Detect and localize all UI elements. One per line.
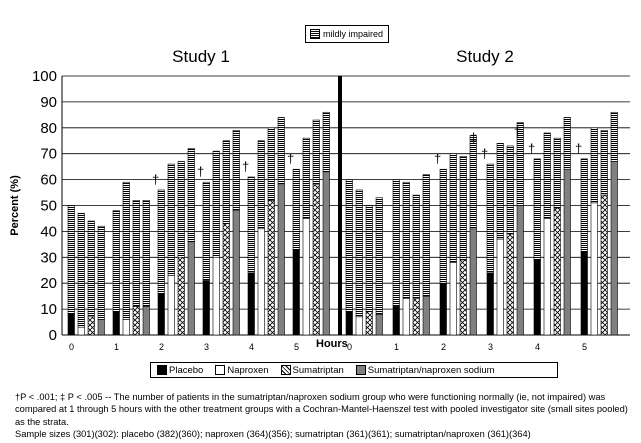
bar-normal-s1-h2-0 — [158, 294, 165, 335]
x-tick-s2-h4: 4 — [535, 342, 541, 352]
bar-normal-s2-h4-1 — [544, 218, 551, 335]
y-tick-0: 0 — [48, 327, 57, 344]
bar-mild-s1-h1-0 — [113, 211, 120, 312]
legend-treatments — [150, 362, 558, 378]
bar-normal-s1-h1-3 — [143, 307, 150, 335]
bar-mild-s2-h3-1 — [497, 143, 504, 239]
y-tick-30: 30 — [40, 249, 57, 267]
bar-normal-s2-h2-2 — [460, 260, 467, 335]
footnote — [15, 391, 635, 440]
bar-normal-s2-h0-2 — [366, 312, 373, 335]
y-tick-100: 100 — [31, 68, 57, 85]
bar-normal-s2-h2-1 — [450, 262, 457, 335]
bar-normal-s1-h5-0 — [293, 250, 300, 335]
bar-normal-s2-h1-3 — [423, 296, 430, 335]
bar-normal-s2-h3-1 — [497, 239, 504, 335]
legend-item-combo — [356, 365, 495, 376]
sumatriptan-swatch — [281, 365, 291, 375]
y-tick-40: 40 — [40, 223, 57, 241]
dagger-s1-h2: † — [152, 171, 160, 187]
bar-mild-s1-h0-1 — [78, 213, 85, 327]
bar-mild-s2-h4-3 — [564, 117, 571, 169]
bar-mild-s1-h3-3 — [233, 130, 240, 210]
bar-mild-s1-h0-2 — [88, 221, 95, 317]
legend-item-naproxen — [215, 365, 268, 376]
bar-normal-s1-h2-2 — [178, 257, 185, 335]
mildly-impaired-swatch — [310, 29, 320, 39]
legend-mildly-impaired — [305, 25, 389, 43]
bar-mild-s2-h5-3 — [611, 112, 618, 161]
bar-normal-s1-h2-1 — [168, 275, 175, 335]
x-tick-s2-h0: 0 — [347, 342, 353, 352]
bar-normal-s2-h5-1 — [591, 203, 598, 335]
bar-normal-s1-h1-1 — [123, 319, 130, 335]
bar-mild-s1-h2-2 — [178, 161, 185, 257]
dagger-s1-h4: † — [242, 159, 250, 175]
study-title-1: Study 1 — [172, 47, 230, 66]
bar-normal-s2-h1-2 — [413, 299, 420, 335]
y-axis-label: Percent (%) — [9, 175, 21, 236]
bar-mild-s2-h5-2 — [601, 130, 608, 195]
bar-mild-s1-h0-0 — [68, 206, 75, 315]
x-tick-s2-h2: 2 — [441, 342, 447, 352]
study-divider — [338, 76, 342, 335]
bar-normal-s1-h4-3 — [278, 185, 285, 335]
bar-mild-s2-h4-1 — [544, 133, 551, 218]
bar-normal-s2-h3-3 — [517, 206, 524, 336]
bar-normal-s1-h3-0 — [203, 281, 210, 335]
legend-top-label: mildly impaired — [323, 29, 384, 39]
x-tick-s1-h5: 5 — [294, 342, 300, 352]
bar-normal-s1-h4-0 — [248, 273, 255, 335]
bar-mild-s2-h2-2 — [460, 156, 467, 260]
legend-label-combo: Sumatriptan/naproxen sodium — [367, 364, 495, 376]
combo-swatch — [356, 365, 366, 375]
footnote-line1: †P < .001; ‡ P < .005 -- The number of patients in the sumatriptan/naproxen sodium group who were functioning normally (ie, not impaired) was compared at 1 through 5 hours with the other treatment groups with a Cochran-Mantel-Haenszel test with pooled investigator site (small sites pooled) as the strata. — [15, 392, 628, 427]
bar-normal-s1-h2-3 — [188, 242, 195, 335]
bar-mild-s2-h0-2 — [366, 206, 373, 312]
extra-mark-s2-h2: ‡ — [470, 130, 478, 145]
bar-normal-s2-h4-0 — [534, 260, 541, 335]
x-axis-label: Hours — [316, 338, 348, 350]
bar-mild-s1-h2-0 — [158, 190, 165, 294]
bar-mild-s2-h4-0 — [534, 159, 541, 260]
bar-mild-s1-h4-0 — [248, 177, 255, 273]
x-tick-s2-h3: 3 — [488, 342, 494, 352]
bar-mild-s1-h4-3 — [278, 117, 285, 184]
bar-mild-s1-h1-1 — [123, 182, 130, 319]
legend-label-placebo: Placebo — [169, 364, 204, 376]
y-tick-60: 60 — [40, 171, 57, 189]
x-tick-s1-h2: 2 — [159, 342, 165, 352]
bar-normal-s1-h5-1 — [303, 218, 310, 335]
bar-mild-s2-h2-1 — [450, 154, 457, 263]
bar-mild-s2-h5-0 — [581, 159, 588, 252]
bar-mild-s1-h3-0 — [203, 182, 210, 280]
bar-normal-s2-h5-0 — [581, 252, 588, 335]
bar-mild-s2-h0-1 — [356, 190, 363, 317]
extra-mark-s2-h3: † — [514, 124, 522, 139]
bar-normal-s1-h3-1 — [213, 257, 220, 335]
bar-normal-s1-h5-3 — [323, 172, 330, 335]
y-tick-10: 10 — [40, 301, 57, 319]
legend-item-placebo — [157, 365, 203, 376]
bar-mild-s2-h0-0 — [346, 180, 353, 312]
bar-mild-s2-h1-2 — [413, 195, 420, 299]
bar-normal-s2-h5-3 — [611, 161, 618, 335]
bar-normal-s2-h1-0 — [393, 307, 400, 335]
bar-normal-s1-h3-2 — [223, 224, 230, 335]
bar-normal-s2-h3-2 — [507, 234, 514, 335]
bar-mild-s1-h2-3 — [188, 149, 195, 242]
bar-mild-s1-h5-2 — [313, 120, 320, 185]
bar-mild-s2-h3-2 — [507, 146, 514, 234]
bar-normal-s1-h5-2 — [313, 185, 320, 335]
bar-normal-s2-h0-3 — [376, 314, 383, 335]
bar-mild-s1-h3-1 — [213, 151, 220, 257]
x-tick-s1-h3: 3 — [204, 342, 210, 352]
naproxen-swatch — [215, 365, 225, 375]
dagger-s2-h2: † — [434, 151, 442, 167]
footnote-line2: Sample sizes (301)(302): placebo (382)(360); naproxen (364)(356); sumatriptan (361)(361); sumatriptan/naproxen (361)(364) — [15, 428, 531, 439]
x-tick-s1-h1: 1 — [114, 342, 120, 352]
y-tick-70: 70 — [40, 145, 57, 163]
bar-normal-s1-h1-0 — [113, 312, 120, 335]
bar-mild-s1-h1-2 — [133, 200, 140, 306]
bar-normal-s2-h4-3 — [564, 169, 571, 335]
bar-mild-s2-h2-0 — [440, 169, 447, 283]
bar-mild-s2-h4-2 — [554, 138, 561, 208]
bar-normal-s1-h0-3 — [98, 319, 105, 335]
y-tick-90: 90 — [40, 93, 57, 111]
bar-normal-s2-h5-2 — [601, 195, 608, 335]
bar-mild-s2-h2-3 — [470, 136, 477, 229]
bar-mild-s1-h1-3 — [143, 200, 150, 306]
bar-mild-s2-h1-3 — [423, 174, 430, 296]
y-tick-80: 80 — [40, 119, 57, 137]
bar-mild-s2-h0-3 — [376, 198, 383, 315]
legend-label-sumatriptan: Sumatriptan — [292, 364, 344, 376]
dagger-s2-h4: † — [528, 140, 536, 156]
x-tick-s2-h5: 5 — [582, 342, 588, 352]
bar-normal-s1-h1-2 — [133, 307, 140, 335]
bar-mild-s2-h5-1 — [591, 128, 598, 203]
y-tick-20: 20 — [40, 275, 57, 293]
x-tick-s2-h1: 1 — [394, 342, 400, 352]
bar-normal-s2-h1-1 — [403, 299, 410, 335]
bar-normal-s2-h2-0 — [440, 283, 447, 335]
bar-normal-s1-h0-0 — [68, 314, 75, 335]
x-tick-s1-h4: 4 — [249, 342, 255, 352]
bar-mild-s1-h5-3 — [323, 112, 330, 172]
bar-mild-s1-h5-1 — [303, 138, 310, 218]
bar-normal-s2-h3-0 — [487, 273, 494, 335]
bar-mild-s2-h3-0 — [487, 164, 494, 273]
bar-normal-s1-h0-1 — [78, 327, 85, 335]
bar-normal-s1-h4-1 — [258, 229, 265, 335]
y-tick-50: 50 — [40, 197, 57, 215]
bar-normal-s1-h4-2 — [268, 200, 275, 335]
bar-mild-s1-h5-0 — [293, 169, 300, 249]
bar-mild-s1-h2-1 — [168, 164, 175, 275]
legend-label-naproxen: Naproxen — [227, 364, 269, 376]
bar-mild-s2-h1-1 — [403, 182, 410, 299]
bar-mild-s1-h4-1 — [258, 141, 265, 229]
bar-normal-s2-h4-2 — [554, 208, 561, 335]
legend-item-sumatriptan — [281, 365, 344, 376]
bar-mild-s1-h0-3 — [98, 226, 105, 319]
bar-normal-s2-h2-3 — [470, 229, 477, 335]
bar-mild-s2-h1-0 — [393, 180, 400, 307]
dagger-s2-h5: † — [575, 140, 583, 156]
bar-mild-s1-h3-2 — [223, 141, 230, 224]
x-tick-s1-h0: 0 — [69, 342, 75, 352]
bar-normal-s2-h0-0 — [346, 312, 353, 335]
placebo-swatch — [157, 365, 167, 375]
bar-normal-s1-h0-2 — [88, 317, 95, 335]
dagger-s1-h3: † — [197, 164, 205, 180]
study-title-2: Study 2 — [456, 47, 514, 66]
dagger-s2-h3: † — [481, 146, 489, 162]
bar-mild-s1-h4-2 — [268, 128, 275, 201]
dagger-s1-h5: † — [287, 151, 295, 167]
bar-normal-s1-h3-3 — [233, 211, 240, 335]
bar-normal-s2-h0-1 — [356, 317, 363, 335]
